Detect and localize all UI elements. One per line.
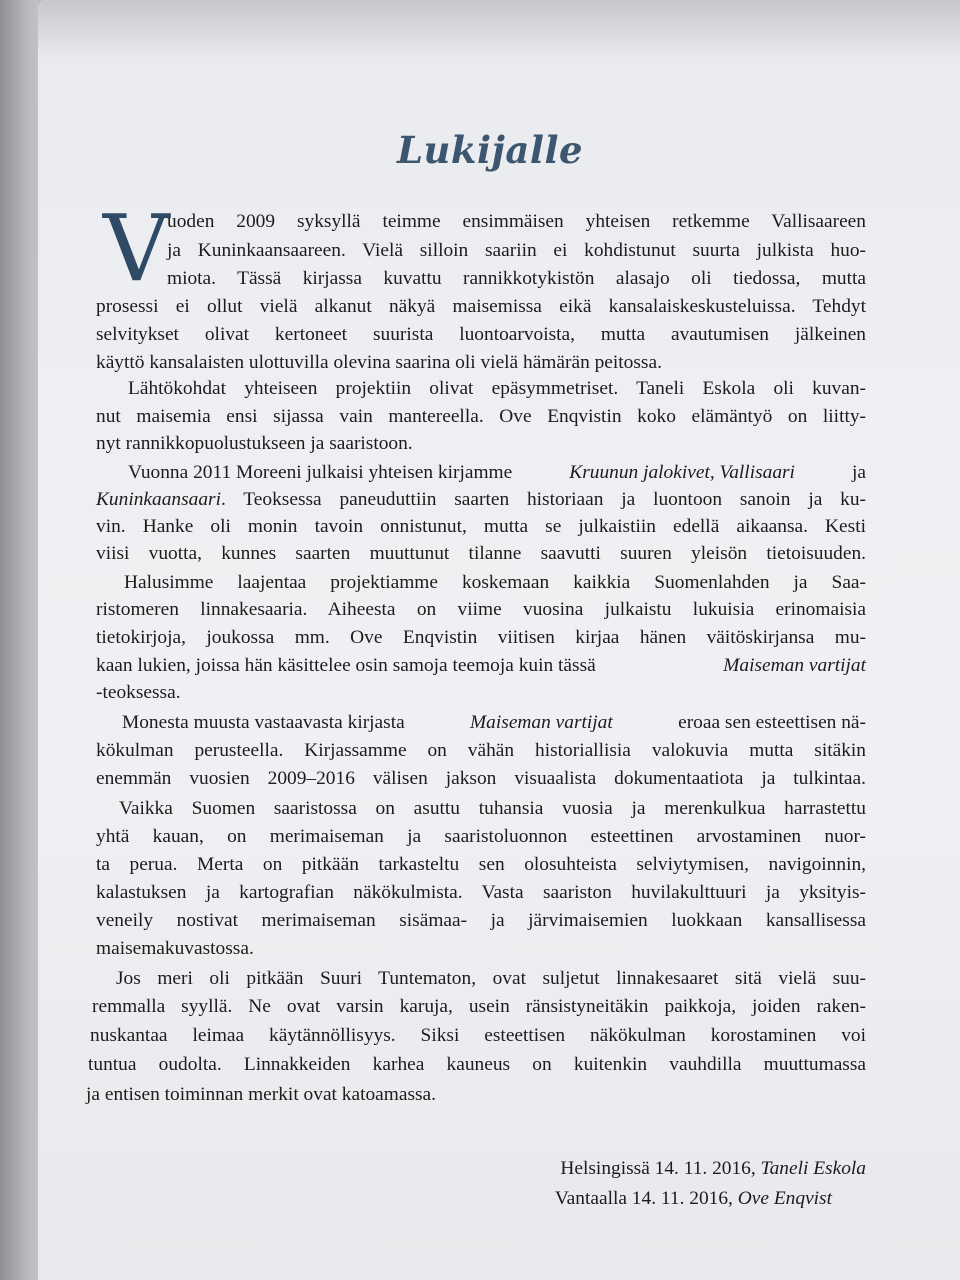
text-run: eroaa sen esteettisen nä- (678, 712, 866, 733)
signature-place-date: Helsingissä 14. 11. 2016, (560, 1158, 756, 1179)
text-line: vin. Hanke oli monin tavoin onnistunut, mutta se julkaistiin edellä aikaansa. Kesti (96, 516, 866, 537)
book-title-italic: Maiseman vartijat (470, 712, 613, 733)
text-line: yhtä kauan, on merimaiseman ja saaristoluonnon esteettinen arvostaminen nuor- (96, 826, 866, 847)
text-line: enemmän vuosien 2009–2016 välisen jakson visuaalista dokumentaatiota ja tulkintaa. (96, 768, 866, 789)
text-line: kökulman perusteella. Kirjassamme on vähän historiallisia valokuvia mutta sitäkin (96, 740, 866, 761)
text-run: kaan lukien, joissa hän käsittelee osin samoja teemoja kuin tässä (96, 655, 596, 676)
signature-line (0, 1154, 866, 1184)
text-line: nut maisemia ensi sijassa vain mantereella. Ove Enqvistin koko elämäntyö on liitty- (96, 406, 866, 427)
text-line: käyttö kansalaisten ulottuvilla olevina saarina oli vielä hämärän peitossa. (96, 352, 662, 373)
book-title-italic: Maiseman vartijat (723, 655, 866, 676)
text-line: Lähtökohdat yhteiseen projektiin olivat epäsymmetriset. Taneli Eskola oli kuvan- (128, 378, 866, 399)
text-run: . Teoksessa paneuduttiin saarten historiaan ja luontoon sanoin ja ku- (220, 489, 866, 510)
book-title-italic: Kuninkaansaari (96, 489, 221, 510)
text-line: uoden 2009 syksyllä teimme ensimmäisen yhteisen retkemme Vallisaareen (167, 211, 866, 232)
text-line: Jos meri oli pitkään Suuri Tuntematon, ovat suljetut linnakesaaret sitä vielä suu- (116, 968, 866, 989)
text-line: nyt rannikkopuolustukseen ja saaristoon. (96, 433, 413, 454)
signature-line (0, 1184, 832, 1214)
text-line: tuntua oudolta. Linnakkeiden karhea kauneus on kuitenkin vauhdilla muuttumassa (88, 1054, 866, 1075)
signature-place-date: Vantaalla 14. 11. 2016, (554, 1188, 733, 1209)
signature-name: Ove Enqvist (737, 1188, 832, 1209)
text-line: ta perua. Merta on pitkään tarkasteltu sen olosuhteista selviytymisen, navigoinnin, (96, 854, 866, 875)
text-line: -teoksessa. (96, 682, 181, 703)
text-line: ja Kuninkaansaareen. Vielä silloin saariin ei kohdistunut suurta julkista huo- (167, 240, 866, 261)
text-line (96, 486, 866, 514)
text-line: viisi vuotta, kunnes saarten muuttunut tilanne saavutti suuren yleisön tietoisuuden. (96, 543, 866, 564)
text-line: kalastuksen ja kartografian näkökulmista. Vasta saariston huvilakulttuuri ja yksityis- (96, 882, 866, 903)
text-line: ristomeren linnakesaaria. Aiheesta on viime vuosina julkaistu lukuisia erinomaisia (96, 599, 866, 620)
signature-name: Taneli Eskola (760, 1158, 866, 1179)
book-title-italic: Kruunun jalokivet, Vallisaari (569, 462, 795, 483)
page-top-shade (38, 0, 960, 60)
text-line (96, 652, 866, 680)
text-run: Vuonna 2011 Moreeni julkaisi yhteisen kirjamme (128, 462, 513, 483)
text-line: tietokirjoja, joukossa mm. Ove Enqvistin viitisen kirjaa hänen väitöskirjansa mu- (96, 627, 866, 648)
text-run: Monesta muusta vastaavasta kirjasta (122, 712, 405, 733)
text-line: maisemakuvastossa. (96, 938, 254, 959)
text-line (128, 459, 866, 487)
drop-cap: V (103, 195, 170, 302)
page-title: Lukijalle (396, 128, 584, 172)
text-line: Vaikka Suomen saaristossa on asuttu tuhansia vuosia ja merenkulkua harrastettu (119, 798, 866, 819)
text-line: veneily nostivat merimaiseman sisämaa- ja järvimaisemien luokkaan kansallisessa (96, 910, 866, 931)
text-line: nuskantaa leimaa käytännöllisyys. Siksi esteettisen näkökulman korostaminen voi (90, 1025, 866, 1046)
text-line: selvitykset olivat kertoneet suurista luontoarvoista, mutta avautumisen jälkeinen (96, 324, 866, 345)
text-run: ja (851, 462, 866, 483)
text-line (122, 709, 866, 737)
text-line: miota. Tässä kirjassa kuvattu rannikkotykistön alasajo oli tiedossa, mutta (167, 268, 866, 289)
text-line: prosessi ei ollut vielä alkanut näkyä maisemissa eikä kansalaiskeskusteluissa. Tehdyt (96, 296, 866, 317)
text-line: remmalla syyllä. Ne ovat varsin karuja, usein ränsistyneitäkin paikkoja, joiden raken- (92, 996, 866, 1017)
text-line: Halusimme laajentaa projektiamme koskemaan kaikkia Suomenlahden ja Saa- (124, 572, 866, 593)
text-line: ja entisen toiminnan merkit ovat katoamassa. (86, 1084, 437, 1105)
